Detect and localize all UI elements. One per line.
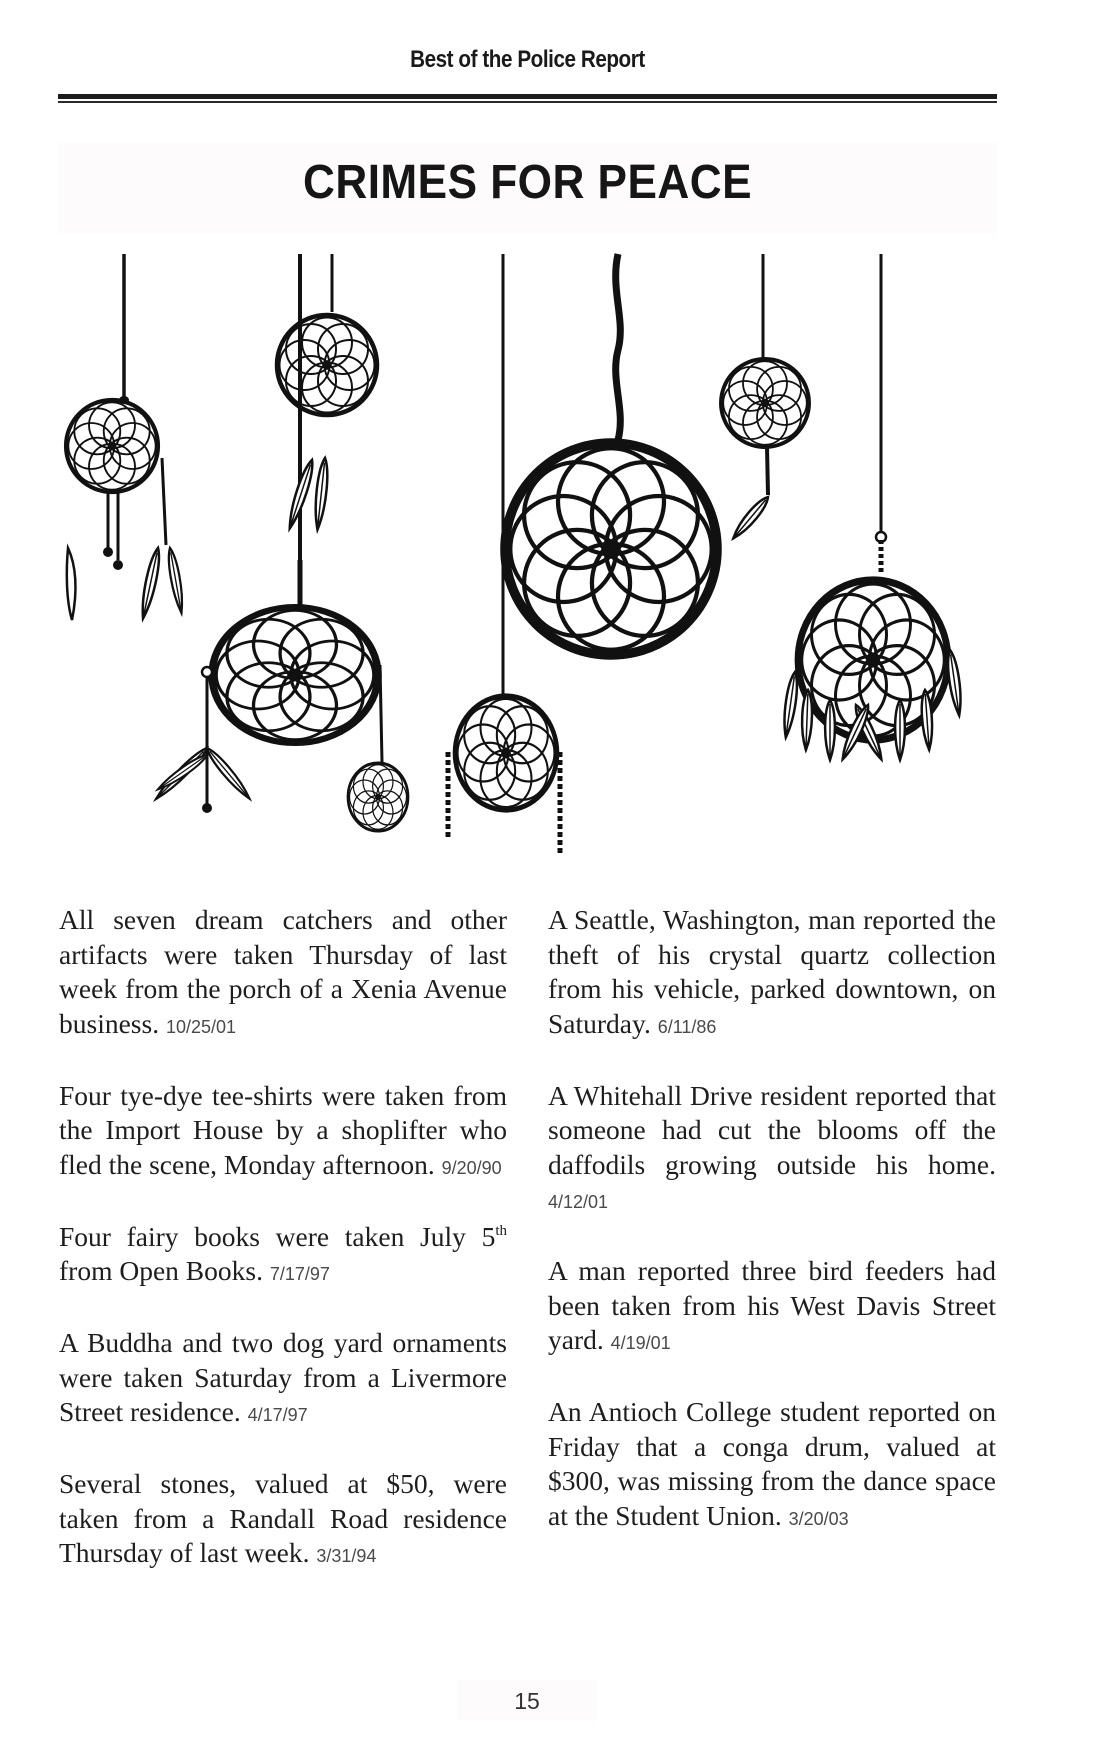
left-column <box>59 903 507 1608</box>
entry-text: Several stones, valued at $50, were taken from a Randall Road residence Thursday of last week. <box>59 1468 507 1568</box>
page-number: 15 <box>514 1688 540 1714</box>
dream-catcher-icon <box>721 254 809 542</box>
title-band <box>58 143 997 233</box>
police-entry <box>548 1395 996 1536</box>
entry-date: 7/17/97 <box>269 1264 330 1284</box>
police-entry <box>59 1220 507 1292</box>
dream-catcher-icon <box>277 254 377 590</box>
entry-date: 6/11/86 <box>657 1016 717 1037</box>
entry-date: 4/19/01 <box>610 1333 671 1353</box>
dream-catcher-icon <box>66 254 186 620</box>
entry-date: 9/20/90 <box>441 1157 502 1178</box>
page-title: CRIMES FOR PEACE <box>302 156 752 209</box>
entry-text: A Seattle, Washington, man reported the theft of his crystal quartz collection from his vehicle, parked downtown, on Saturday. <box>548 904 996 1039</box>
right-column <box>548 903 996 1571</box>
page-number-box <box>457 1680 597 1720</box>
dream-catchers-illustration <box>58 250 997 870</box>
police-entry <box>548 903 996 1044</box>
police-entry <box>59 903 507 1044</box>
entry-text: An Antioch College student reported on Friday that a conga drum, valued at $300, was missing from the dance space at the Student Union. <box>548 1396 996 1531</box>
police-entry <box>548 1079 996 1220</box>
dream-catcher-icon <box>153 560 408 831</box>
entry-date: 3/20/03 <box>788 1508 849 1529</box>
header-rule-thick <box>58 94 997 99</box>
entry-date: 4/17/97 <box>247 1405 308 1425</box>
police-entry <box>59 1079 507 1186</box>
police-entry <box>548 1254 996 1361</box>
police-entry <box>59 1467 507 1574</box>
entry-text: Four tye-dye tee-shirts were taken from the Import House by a shoplifter who fled the scene, Monday afternoon. <box>59 1079 507 1180</box>
police-entry <box>59 1326 507 1433</box>
entry-text: A Buddha and two dog yard ornaments were taken Saturday from a Livermore Street residence. <box>59 1327 507 1427</box>
entry-date: 10/25/01 <box>165 1016 237 1037</box>
header-rule-thin <box>58 101 997 103</box>
ordinal-suffix: th <box>495 1222 507 1239</box>
dream-catcher-icon <box>781 254 964 761</box>
entry-text: from Open Books. <box>59 1255 263 1286</box>
dream-catcher-icon <box>505 254 717 655</box>
entry-date: 3/31/94 <box>316 1546 377 1566</box>
entry-text: Four fairy books were taken July 5 <box>59 1220 496 1252</box>
entry-text: All seven dream catchers and other artifacts were taken Thursday of last week from the porch of a Xenia Avenue business. <box>59 904 507 1039</box>
entry-text: A man reported three bird feeders had been taken from his West Davis Street yard. <box>548 1255 996 1355</box>
entry-text: A Whitehall Drive resident reported that someone had cut the blooms off the daffodils growing outside his home. <box>548 1079 996 1180</box>
entry-date: 4/12/01 <box>548 1192 609 1212</box>
running-head: Best of the Police Report <box>410 46 645 73</box>
